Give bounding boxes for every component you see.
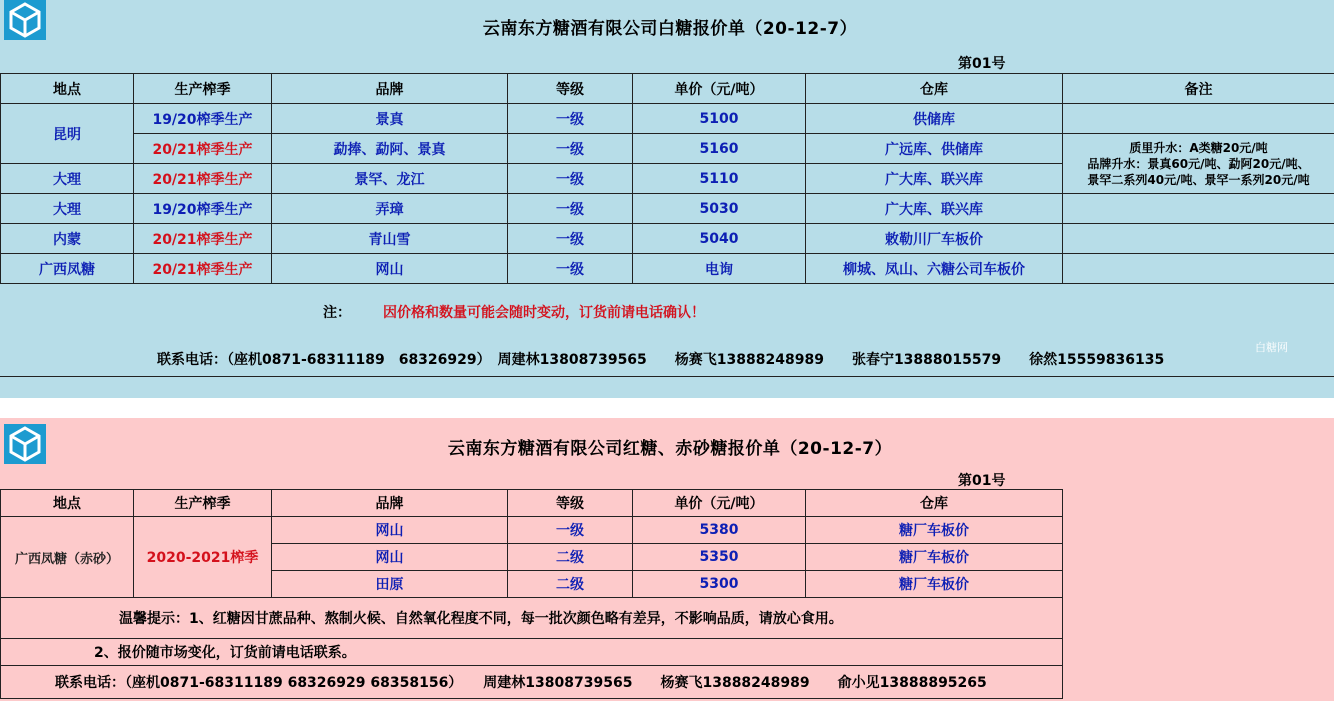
cell-brand: 景罕、龙江 — [272, 164, 508, 194]
cell-grade: 二级 — [508, 571, 633, 598]
header-remark: 备注 — [1063, 74, 1334, 104]
cell-grade: 一级 — [508, 254, 633, 284]
divider — [0, 376, 1334, 377]
note-label: 注： — [323, 305, 351, 321]
cell-brand: 青山雪 — [272, 224, 508, 254]
header-warehouse: 仓库 — [806, 74, 1063, 104]
remark-line: 景罕二系列40元/吨、景罕一系列20元/吨 — [1087, 172, 1310, 187]
cell-brand: 网山 — [272, 254, 508, 284]
cell-remark-empty — [1063, 194, 1334, 224]
table-row — [1, 224, 1334, 254]
cell-price: 5160 — [633, 134, 806, 164]
brown-sugar-sheet — [0, 418, 1334, 701]
cell-remark-empty — [1063, 224, 1334, 254]
cell-price: 5300 — [633, 571, 806, 598]
cell-season: 19/20榨季生产 — [134, 194, 272, 224]
table-row — [1, 598, 1063, 639]
cell-warehouse: 糖厂车板价 — [806, 544, 1063, 571]
tip-line-1: 温馨提示：1、红糖因甘蔗品种、熬制火候、自然氧化程度不同，每一批次颜色略有差异，不影响品质，请放心食用。 — [1, 598, 1063, 639]
table-row — [1, 254, 1334, 284]
cell-season: 20/21榨季生产 — [134, 254, 272, 284]
cell-warehouse: 广大库、联兴库 — [806, 164, 1063, 194]
header-warehouse: 仓库 — [806, 490, 1063, 517]
brown-price-table — [0, 489, 1063, 699]
header-location: 地点 — [1, 74, 134, 104]
cell-price: 5030 — [633, 194, 806, 224]
cell-grade: 一级 — [508, 517, 633, 544]
header-season: 生产榨季 — [134, 74, 272, 104]
cell-grade: 一级 — [508, 224, 633, 254]
company-logo-icon — [4, 0, 46, 40]
cell-grade: 一级 — [508, 164, 633, 194]
cell-brand: 勐捧、勐阿、景真 — [272, 134, 508, 164]
brown-contact-line: 联系电话：（座机0871-68311189 68326929 68358156） 周建林13808739565 杨赛飞13888248989 俞小见13888895265 — [1, 666, 1063, 699]
table-row — [1, 639, 1063, 666]
cell-warehouse: 敕勒川厂车板价 — [806, 224, 1063, 254]
white-sheet-serial: 第01号 — [958, 56, 1006, 72]
cell-brand: 弄璋 — [272, 194, 508, 224]
cell-price: 5110 — [633, 164, 806, 194]
cell-remark — [1063, 134, 1334, 194]
note-text: 因价格和数量可能会随时变动，订货前请电话确认！ — [383, 305, 705, 321]
cell-brand: 网山 — [272, 544, 508, 571]
table-header-row — [1, 490, 1063, 517]
header-grade: 等级 — [508, 74, 633, 104]
header-brand: 品牌 — [272, 74, 508, 104]
cell-season: 20/21榨季生产 — [134, 134, 272, 164]
cell-season: 2020-2021榨季 — [134, 517, 272, 598]
cell-warehouse: 糖厂车板价 — [806, 517, 1063, 544]
cell-grade: 一级 — [508, 194, 633, 224]
cell-brand: 网山 — [272, 517, 508, 544]
cell-remark-empty — [1063, 254, 1334, 284]
header-price: 单价（元/吨） — [633, 74, 806, 104]
cell-brand: 景真 — [272, 104, 508, 134]
table-row — [1, 134, 1334, 164]
cell-warehouse: 广大库、联兴库 — [806, 194, 1063, 224]
header-brand: 品牌 — [272, 490, 508, 517]
cell-location: 广西凤糖 — [1, 254, 134, 284]
white-contact-line: 联系电话：（座机0871-68311189 68326929） 周建林13808739565 杨赛飞13888248989 张春宁13888015579 徐然15559836135 — [157, 352, 1165, 368]
white-sheet-title: 云南东方糖酒有限公司白糖报价单（20-12-7） — [482, 19, 858, 39]
cell-location: 大理 — [1, 194, 134, 224]
cell-location: 大理 — [1, 164, 134, 194]
white-price-table — [0, 73, 1334, 284]
cell-price: 5350 — [633, 544, 806, 571]
header-price: 单价（元/吨） — [633, 490, 806, 517]
cell-season: 20/21榨季生产 — [134, 224, 272, 254]
header-grade: 等级 — [508, 490, 633, 517]
remark-line: 品牌升水：景真60元/吨、勐阿20元/吨、 — [1087, 156, 1310, 171]
cell-season: 20/21榨季生产 — [134, 164, 272, 194]
cell-price: 5380 — [633, 517, 806, 544]
cell-warehouse: 广远库、供储库 — [806, 134, 1063, 164]
cell-location: 昆明 — [1, 104, 134, 164]
header-season: 生产榨季 — [134, 490, 272, 517]
cell-grade: 二级 — [508, 544, 633, 571]
table-row — [1, 517, 1063, 544]
header-location: 地点 — [1, 490, 134, 517]
cell-location: 内蒙 — [1, 224, 134, 254]
tip-line-2: 2、报价随市场变化，订货前请电话联系。 — [1, 639, 1063, 666]
remark-line: 质里升水：A类糖20元/吨 — [1129, 140, 1268, 155]
table-row — [1, 104, 1334, 134]
cell-warehouse: 供储库 — [806, 104, 1063, 134]
cell-grade: 一级 — [508, 104, 633, 134]
cell-warehouse: 柳城、凤山、六糖公司车板价 — [806, 254, 1063, 284]
cell-remark-empty — [1063, 104, 1334, 134]
cell-location: 广西凤糖（赤砂） — [1, 517, 134, 598]
table-row — [1, 194, 1334, 224]
cell-season: 19/20榨季生产 — [134, 104, 272, 134]
cell-brand: 田原 — [272, 571, 508, 598]
table-header-row — [1, 74, 1334, 104]
brown-sheet-title: 云南东方糖酒有限公司红糖、赤砂糖报价单（20-12-7） — [447, 439, 893, 459]
watermark: 白糖网 — [1255, 341, 1288, 354]
cell-price: 电询 — [633, 254, 806, 284]
cell-price: 5040 — [633, 224, 806, 254]
company-logo-icon — [4, 424, 46, 464]
cell-grade: 一级 — [508, 134, 633, 164]
table-row — [1, 666, 1063, 699]
brown-sheet-serial: 第01号 — [958, 473, 1006, 489]
cell-warehouse: 糖厂车板价 — [806, 571, 1063, 598]
cell-price: 5100 — [633, 104, 806, 134]
